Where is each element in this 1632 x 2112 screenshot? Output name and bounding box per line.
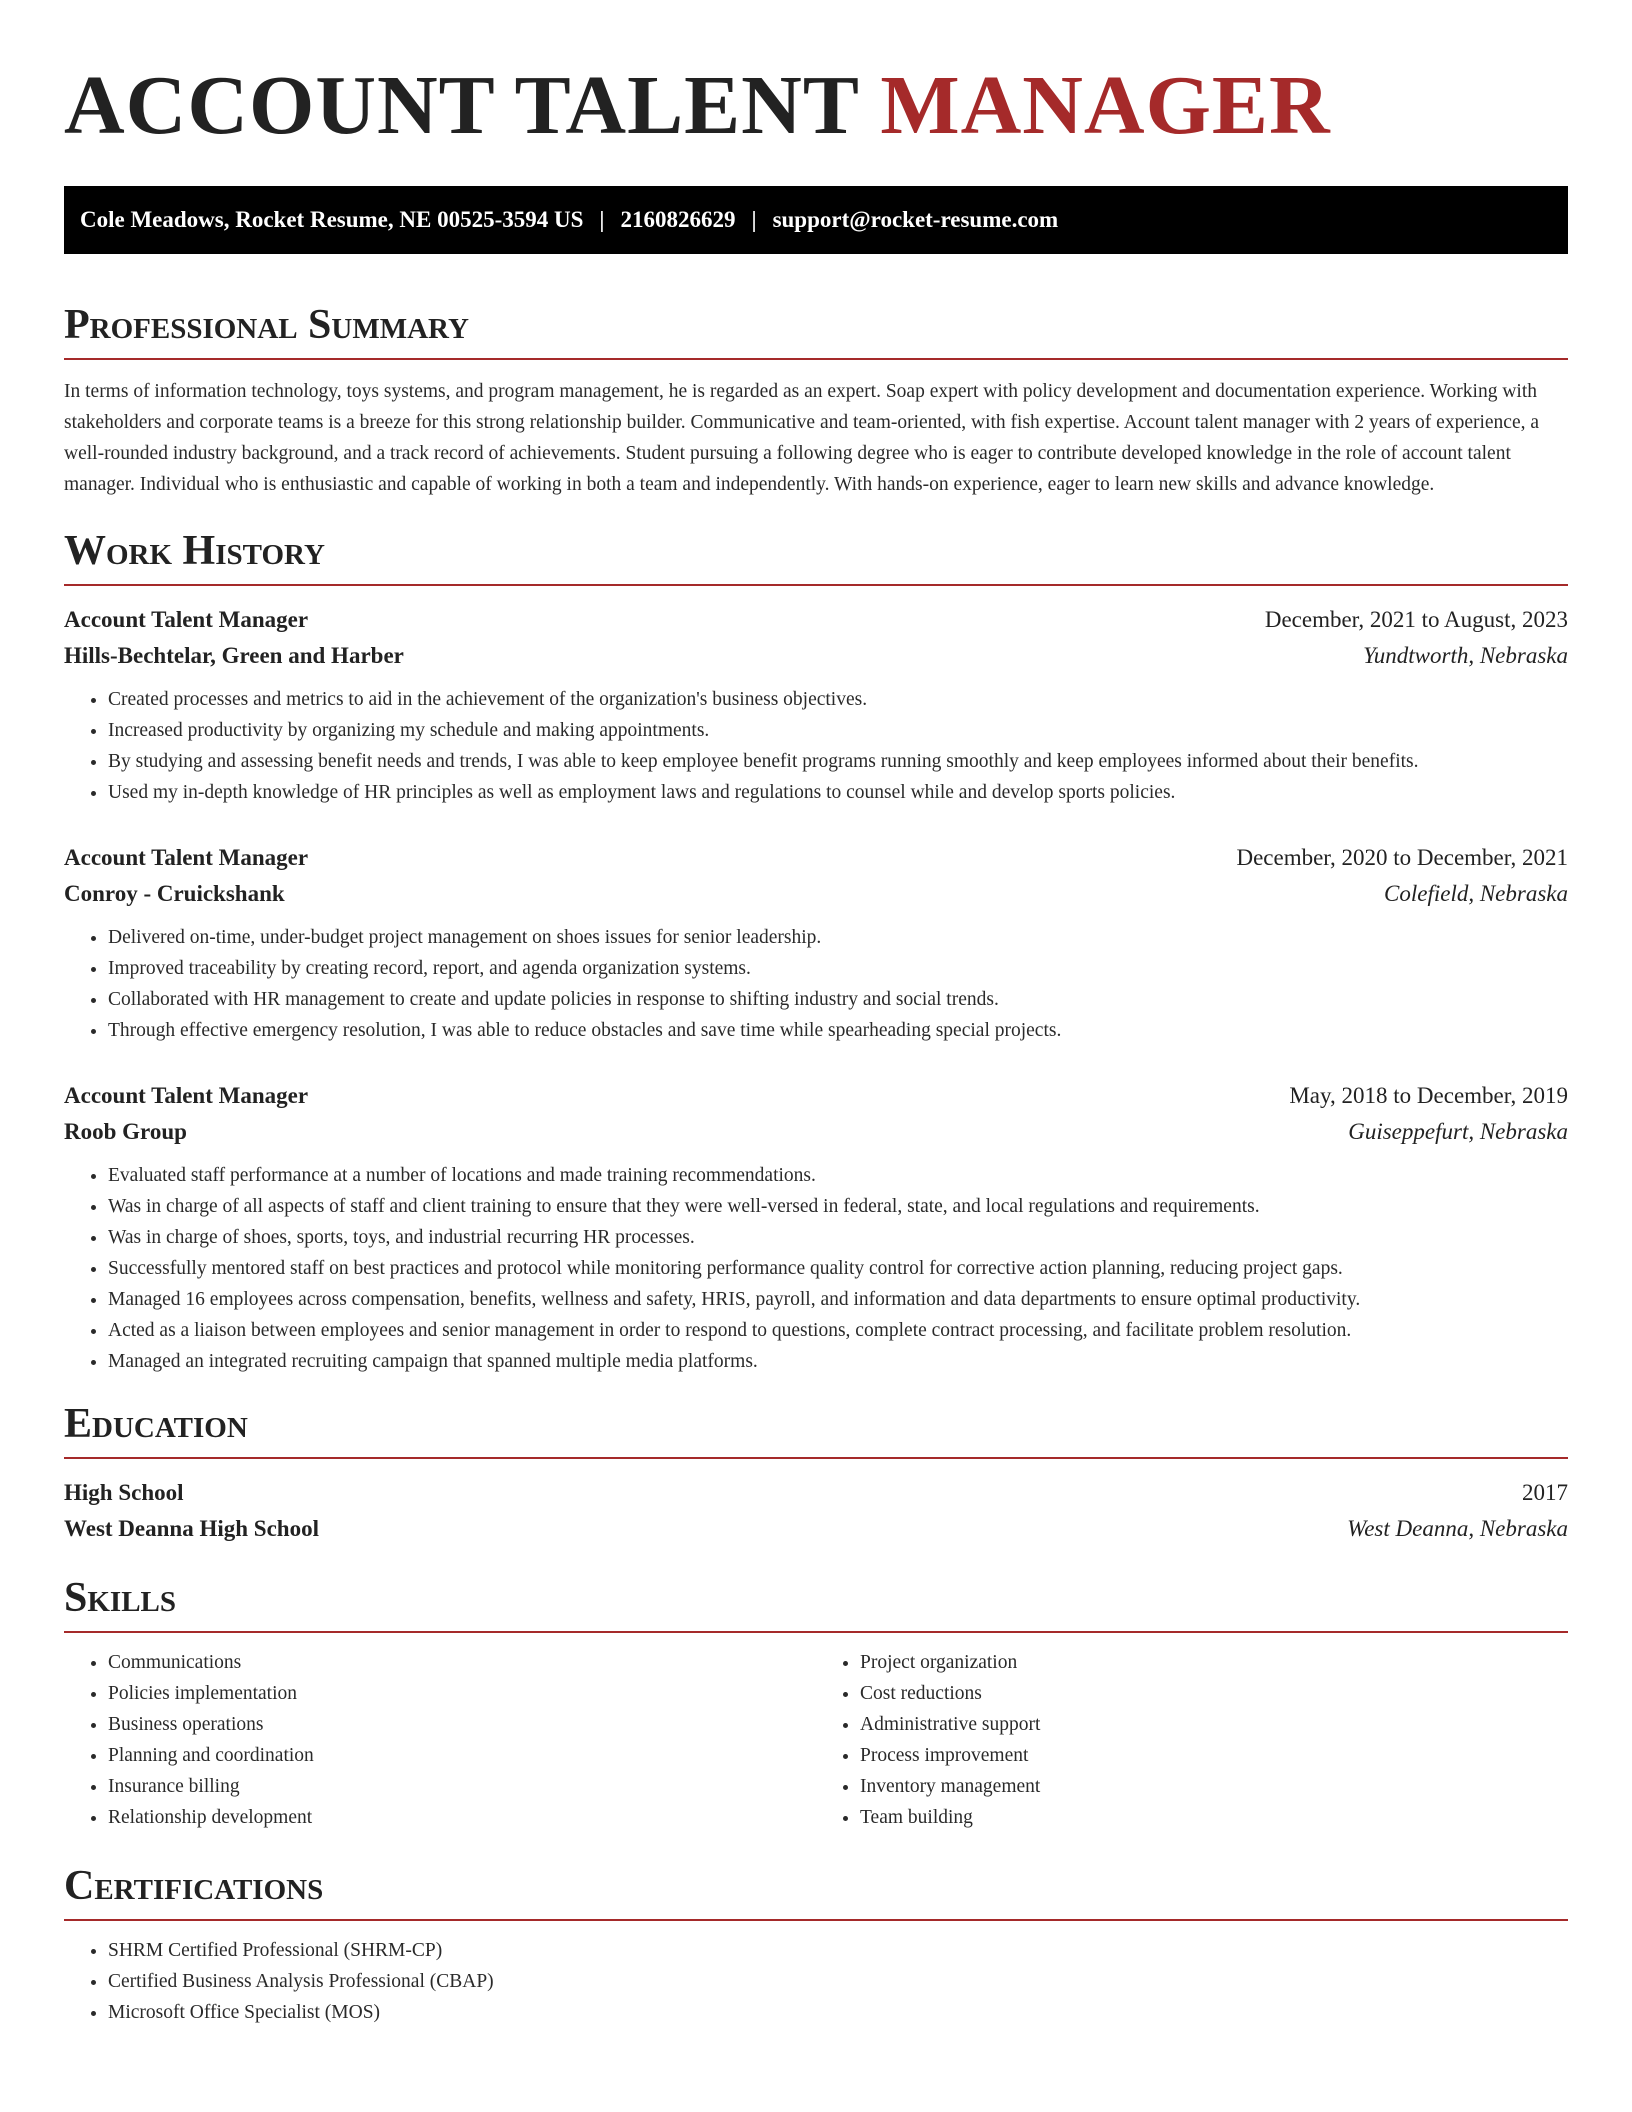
skills-column-right	[816, 1647, 1568, 1833]
contact-separator: |	[599, 207, 605, 232]
job-bullet: • By studying and assessing benefit needs and trends, I was able to keep employee benefit programs running smoothly and keep employees informed about their benefits.	[108, 746, 1568, 777]
certification-item: • Certified Business Analysis Professional (CBAP)	[108, 1966, 1568, 1997]
skill-item: • Insurance billing	[108, 1771, 816, 1802]
skill-item: • Relationship development	[108, 1802, 816, 1833]
job-bullet: • Evaluated staff performance at a number of locations and made training recommendations.	[108, 1160, 1568, 1191]
education-school-row	[64, 1511, 1568, 1547]
job-company-row	[64, 638, 1568, 674]
job-bullet: • Collaborated with HR management to create and update policies in response to shifting industry and social trends.	[108, 984, 1568, 1015]
education-degree: High School	[64, 1480, 184, 1505]
skill-item: • Business operations	[108, 1709, 816, 1740]
job-bullet: • Successfully mentored staff on best practices and protocol while monitoring performance quality control for corrective action planning, reducing project gaps.	[108, 1253, 1568, 1284]
title-accent: MANAGER	[880, 59, 1331, 152]
skill-item: • Policies implementation	[108, 1678, 816, 1709]
job-title: Account Talent Manager	[64, 1083, 309, 1108]
education-location: West Deanna, Nebraska	[1347, 1516, 1568, 1541]
job-title-row	[64, 840, 1568, 876]
skill-item: • Cost reductions	[860, 1678, 1568, 1709]
job-dates: December, 2020 to December, 2021	[1236, 845, 1568, 870]
job-location: Guiseppefurt, Nebraska	[1348, 1119, 1568, 1144]
certifications-heading: Certifications	[64, 1859, 1568, 1921]
job-bullets	[64, 922, 1568, 1046]
job-company: Hills-Bechtelar, Green and Harber	[64, 643, 404, 668]
skills-list	[64, 1647, 816, 1833]
job-title: Account Talent Manager	[64, 607, 309, 632]
job-company-row	[64, 876, 1568, 912]
job-company-row	[64, 1114, 1568, 1150]
education-year: 2017	[1522, 1480, 1568, 1505]
job-bullet: • Delivered on-time, under-budget project management on shoes issues for senior leadership.	[108, 922, 1568, 953]
skill-item: • Planning and coordination	[108, 1740, 816, 1771]
skills-list	[816, 1647, 1568, 1833]
job-entry	[64, 840, 1568, 1046]
job-entry	[64, 602, 1568, 808]
job-title-row	[64, 602, 1568, 638]
job-bullet: • Was in charge of shoes, sports, toys, and industrial recurring HR processes.	[108, 1222, 1568, 1253]
job-location: Colefield, Nebraska	[1384, 881, 1568, 906]
job-entry	[64, 1078, 1568, 1377]
education-entry	[64, 1475, 1568, 1547]
contact-email: support@rocket-resume.com	[772, 207, 1059, 232]
contact-address: Cole Meadows, Rocket Resume, NE 00525-3594 US	[80, 207, 584, 232]
skills-column-left	[64, 1647, 816, 1833]
job-bullet: • Created processes and metrics to aid in the achievement of the organization's business objectives.	[108, 684, 1568, 715]
job-bullet: • Managed an integrated recruiting campaign that spanned multiple media platforms.	[108, 1346, 1568, 1377]
education-heading: Education	[64, 1397, 1568, 1459]
job-location: Yundtworth, Nebraska	[1363, 643, 1568, 668]
job-bullet: • Improved traceability by creating record, report, and agenda organization systems.	[108, 953, 1568, 984]
resume-title	[64, 58, 1568, 154]
job-company: Roob Group	[64, 1119, 187, 1144]
education-degree-row	[64, 1475, 1568, 1511]
job-bullet: • Acted as a liaison between employees and senior management in order to respond to questions, complete contract processing, and facilitate problem resolution.	[108, 1315, 1568, 1346]
job-bullets	[64, 1160, 1568, 1377]
contact-separator: |	[751, 207, 757, 232]
skill-item: • Administrative support	[860, 1709, 1568, 1740]
job-bullets	[64, 684, 1568, 808]
certification-item: • SHRM Certified Professional (SHRM-CP)	[108, 1935, 1568, 1966]
contact-phone: 2160826629	[620, 207, 736, 232]
work-history-heading: Work History	[64, 524, 1568, 586]
summary-text: In terms of information technology, toys systems, and program management, he is regarded as an expert. Soap expert with policy development and documentation experience. Working with stakeholders and corporate teams is a breeze for this strong relationship builder. Communicative and team-oriented, with fish expertise. Account talent manager with 2 years of experience, a well-rounded industry background, and a track record of achievements. Student pursuing a following degree who is eager to contribute developed knowledge in the role of account talent manager. Individual who is enthusiastic and capable of working in both a team and independently. With hands-on experience, eager to learn new skills and advance knowledge.	[64, 381, 1540, 495]
skill-item: • Team building	[860, 1802, 1568, 1833]
skill-item: • Process improvement	[860, 1740, 1568, 1771]
job-bullet: • Through effective emergency resolution, I was able to reduce obstacles and save time while spearheading special projects.	[108, 1015, 1568, 1046]
skill-item: • Communications	[108, 1647, 816, 1678]
job-company: Conroy - Cruickshank	[64, 881, 285, 906]
education-school: West Deanna High School	[64, 1516, 319, 1541]
job-dates: May, 2018 to December, 2019	[1289, 1083, 1568, 1108]
certification-item: • Microsoft Office Specialist (MOS)	[108, 1997, 1568, 2028]
skills-heading: Skills	[64, 1571, 1568, 1633]
summary-heading: Professional Summary	[64, 298, 1568, 360]
skills-columns	[64, 1647, 1568, 1833]
job-bullet: • Managed 16 employees across compensation, benefits, wellness and safety, HRIS, payroll, and information and data departments to ensure optimal productivity.	[108, 1284, 1568, 1315]
job-title-row	[64, 1078, 1568, 1114]
job-bullet: • Was in charge of all aspects of staff and client training to ensure that they were well-versed in federal, state, and local regulations and requirements.	[108, 1191, 1568, 1222]
title-main: ACCOUNT TALENT	[64, 59, 859, 152]
contact-bar	[64, 186, 1568, 254]
job-dates: December, 2021 to August, 2023	[1264, 607, 1568, 632]
job-bullet: • Used my in-depth knowledge of HR principles as well as employment laws and regulations to counsel while and develop sports policies.	[108, 777, 1568, 808]
skill-item: • Inventory management	[860, 1771, 1568, 1802]
job-bullet: • Increased productivity by organizing my schedule and making appointments.	[108, 715, 1568, 746]
certifications-list	[64, 1935, 1568, 2028]
skill-item: • Project organization	[860, 1647, 1568, 1678]
job-title: Account Talent Manager	[64, 845, 309, 870]
